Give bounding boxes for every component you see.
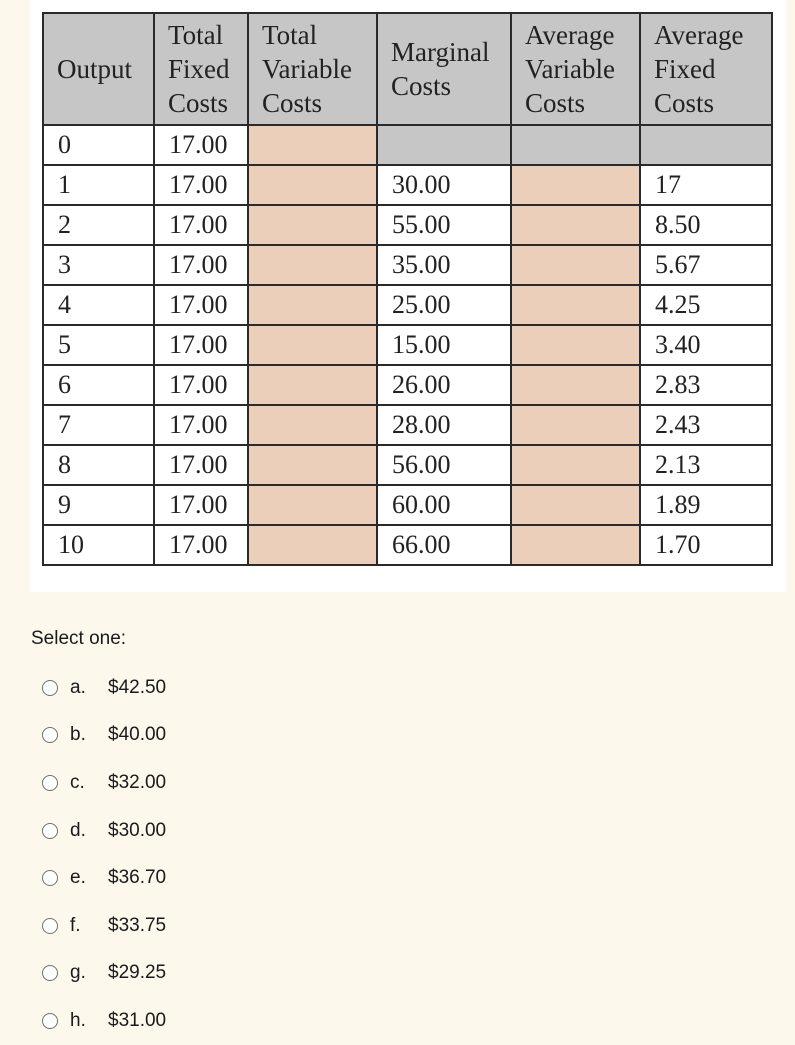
- radio-button-icon[interactable]: [42, 918, 58, 934]
- cell-marginal-costs: 26.00: [377, 365, 511, 405]
- cell-total-variable-costs-blank: [248, 405, 377, 445]
- table-row: [43, 285, 772, 325]
- table-row: [43, 405, 772, 445]
- radio-button-icon[interactable]: [42, 775, 58, 791]
- table-row: [43, 325, 772, 365]
- header-total-fixed-costs: Total Fixed Costs: [154, 13, 248, 125]
- cell-marginal-costs: 28.00: [377, 405, 511, 445]
- cell-total-fixed-costs: 17.00: [154, 165, 248, 205]
- cell-total-fixed-costs: 17.00: [154, 405, 248, 445]
- table-row: [43, 365, 772, 405]
- cell-total-fixed-costs: 17.00: [154, 365, 248, 405]
- cell-total-variable-costs-blank: [248, 285, 377, 325]
- cell-output: 10: [43, 525, 154, 565]
- option-value[interactable]: $31.00: [108, 1009, 167, 1031]
- cell-average-variable-costs-blank: [511, 365, 640, 405]
- cell-output: 4: [43, 285, 154, 325]
- answer-choices: [31, 626, 166, 1045]
- cell-average-variable-costs-blank: [511, 525, 640, 565]
- radio-button-icon[interactable]: [42, 965, 58, 981]
- header-total-variable-costs: Total Variable Costs: [248, 13, 377, 125]
- table-row: [43, 245, 772, 285]
- cell-average-fixed-costs: 1.70: [640, 525, 772, 565]
- option-value[interactable]: $42.50: [108, 676, 167, 698]
- table-row: [43, 445, 772, 485]
- cell-marginal-costs: 15.00: [377, 325, 511, 365]
- cell-average-variable-costs-blank: [511, 325, 640, 365]
- cell-output: 5: [43, 325, 154, 365]
- option-value[interactable]: $32.00: [108, 771, 167, 793]
- cell-total-fixed-costs: 17.00: [154, 445, 248, 485]
- table-header-row: [43, 13, 772, 125]
- cell-total-variable-costs-blank: [248, 445, 377, 485]
- option-value[interactable]: $36.70: [108, 867, 167, 889]
- header-output: Output: [43, 13, 154, 125]
- radio-button-icon[interactable]: [42, 727, 58, 743]
- cell-average-variable-costs-blank: [511, 205, 640, 245]
- cell-average-variable-costs-blank: [511, 485, 640, 525]
- radio-button-icon[interactable]: [42, 1013, 58, 1029]
- radio-button-icon[interactable]: [42, 823, 58, 839]
- option-g[interactable]: [31, 950, 166, 998]
- cell-total-variable-costs-blank: [248, 205, 377, 245]
- cell-total-fixed-costs: 17.00: [154, 245, 248, 285]
- cell-total-variable-costs-blank: [248, 245, 377, 285]
- cell-average-fixed-costs: 3.40: [640, 325, 772, 365]
- table-row: [43, 525, 772, 565]
- cell-total-variable-costs-blank: [248, 125, 377, 165]
- cell-total-variable-costs-blank: [248, 485, 377, 525]
- cell-average-fixed-costs: 4.25: [640, 285, 772, 325]
- cost-table-image: [30, 0, 786, 592]
- select-one-label: Select one:: [31, 628, 127, 649]
- table-row: [43, 125, 772, 165]
- option-letter: a.: [70, 676, 86, 698]
- cell-average-variable-costs-blank: [511, 245, 640, 285]
- table-row: [43, 205, 772, 245]
- table-row: [43, 165, 772, 205]
- option-f[interactable]: [31, 902, 166, 950]
- cell-average-fixed-costs: 8.50: [640, 205, 772, 245]
- option-value[interactable]: $40.00: [108, 724, 167, 746]
- cell-output: 8: [43, 445, 154, 485]
- cell-total-variable-costs-blank: [248, 325, 377, 365]
- cell-total-variable-costs-blank: [248, 525, 377, 565]
- cell-output: 0: [43, 125, 154, 165]
- option-letter: e.: [70, 867, 86, 889]
- cell-average-variable-costs-blank: [511, 445, 640, 485]
- cell-average-fixed-costs: [640, 125, 772, 165]
- cell-output: 3: [43, 245, 154, 285]
- option-value[interactable]: $30.00: [108, 819, 167, 841]
- cell-output: 2: [43, 205, 154, 245]
- header-average-fixed-costs: Average Fixed Costs: [640, 13, 772, 125]
- cell-output: 7: [43, 405, 154, 445]
- cell-total-fixed-costs: 17.00: [154, 525, 248, 565]
- cell-average-variable-costs-blank: [511, 405, 640, 445]
- cell-marginal-costs: [377, 125, 511, 165]
- cell-total-fixed-costs: 17.00: [154, 205, 248, 245]
- option-letter: g.: [70, 962, 86, 984]
- option-letter: f.: [70, 914, 81, 936]
- radio-button-icon[interactable]: [42, 680, 58, 696]
- cell-total-fixed-costs: 17.00: [154, 325, 248, 365]
- radio-button-icon[interactable]: [42, 870, 58, 886]
- cell-average-fixed-costs: 2.43: [640, 405, 772, 445]
- option-letter: b.: [70, 724, 86, 746]
- option-h[interactable]: [31, 997, 166, 1045]
- cell-average-fixed-costs: 1.89: [640, 485, 772, 525]
- cell-marginal-costs: 56.00: [377, 445, 511, 485]
- option-letter: c.: [70, 771, 85, 793]
- option-e[interactable]: [31, 854, 166, 902]
- cell-marginal-costs: 55.00: [377, 205, 511, 245]
- option-c[interactable]: [31, 759, 166, 807]
- option-d[interactable]: [31, 807, 166, 855]
- cell-average-variable-costs-blank: [511, 165, 640, 205]
- cell-total-fixed-costs: 17.00: [154, 125, 248, 165]
- cell-average-variable-costs-blank: [511, 285, 640, 325]
- cell-output: 1: [43, 165, 154, 205]
- cell-average-fixed-costs: 5.67: [640, 245, 772, 285]
- cell-average-fixed-costs: 2.13: [640, 445, 772, 485]
- option-b[interactable]: [31, 712, 166, 760]
- cell-average-fixed-costs: 2.83: [640, 365, 772, 405]
- header-average-variable-costs: Average Variable Costs: [511, 13, 640, 125]
- cell-total-fixed-costs: 17.00: [154, 485, 248, 525]
- cell-marginal-costs: 30.00: [377, 165, 511, 205]
- cell-output: 6: [43, 365, 154, 405]
- cell-output: 9: [43, 485, 154, 525]
- cell-total-variable-costs-blank: [248, 365, 377, 405]
- header-marginal-costs: Marginal Costs: [377, 13, 511, 125]
- option-a[interactable]: [31, 664, 166, 712]
- cell-marginal-costs: 60.00: [377, 485, 511, 525]
- option-value[interactable]: $33.75: [108, 914, 167, 936]
- option-letter: d.: [70, 819, 86, 841]
- cost-table: [42, 12, 773, 566]
- cell-marginal-costs: 25.00: [377, 285, 511, 325]
- cell-marginal-costs: 66.00: [377, 525, 511, 565]
- cell-total-variable-costs-blank: [248, 165, 377, 205]
- option-letter: h.: [70, 1009, 86, 1031]
- option-value[interactable]: $29.25: [108, 962, 167, 984]
- cell-average-variable-costs: [511, 125, 640, 165]
- cell-average-fixed-costs: 17: [640, 165, 772, 205]
- cell-total-fixed-costs: 17.00: [154, 285, 248, 325]
- cell-marginal-costs: 35.00: [377, 245, 511, 285]
- table-row: [43, 485, 772, 525]
